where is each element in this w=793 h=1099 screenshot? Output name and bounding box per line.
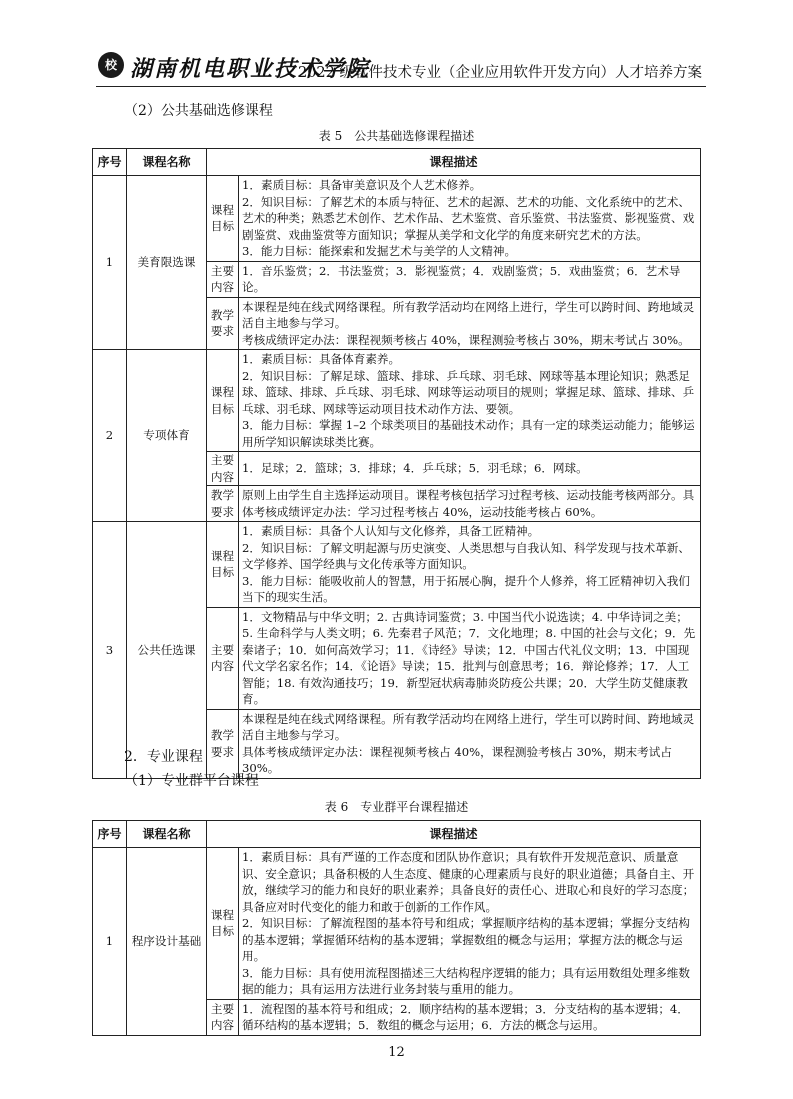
sub-label: 主要内容 — [207, 452, 239, 486]
sub-label: 课程目标 — [207, 350, 239, 452]
row-number: 1 — [93, 176, 127, 350]
header-name: 课程名称 — [127, 821, 207, 848]
table-row — [93, 176, 701, 262]
course-name: 美育限选课 — [127, 176, 207, 350]
sub-label: 主要内容 — [207, 999, 239, 1035]
table5 — [92, 148, 701, 779]
school-name: 湖南机电职业技术学院 — [130, 56, 371, 82]
course-name: 公共任选课 — [127, 522, 207, 779]
header-no: 序号 — [93, 821, 127, 848]
course-content: 1．文物精品与中华文明；2. 古典诗词鉴赏；3. 中国当代小说选读；4. 中华诗词之美；5. 生命科学与人类文明；6. 先秦君子风范；7．文化地理；8. 中国的社会与文化；9．先秦诸子；10．如何高效学习；11．《诗经》导读；12．中国古代礼仪文明；13．中国现代文学名家名作；14．《论语》导读；15．批判与创意思考；16．辩论修养；17．人工智能；18. 有效沟通技巧；19．新型冠状病毒肺炎防疫公共课；20．大学生防艾健康教育。 — [239, 607, 701, 709]
document-title: 2022 级软件技术专业（企业应用软件开发方向）人才培养方案 — [297, 65, 702, 81]
table6 — [92, 820, 701, 1036]
sub-label: 教学要求 — [207, 709, 239, 778]
table-header-row — [93, 149, 701, 176]
course-name: 专项体育 — [127, 350, 207, 522]
course-requirement: 原则上由学生自主选择运动项目。课程考核包括学习过程考核、运动技能考核两部分。具体考核成绩评定办法：学习过程考核占 40%，运动技能考核占 60%。 — [239, 486, 701, 522]
course-requirement: 本课程是纯在线式网络课程。所有教学活动均在网络上进行，学生可以跨时间、跨地域灵活自主地参与学习。 考核成绩评定办法：课程视频考核占 40%，课程测验考核占 30%，期末考试占 30%。 — [239, 297, 701, 350]
course-name: 程序设计基础 — [127, 848, 207, 1036]
course-requirement: 本课程是纯在线式网络课程。所有教学活动均在网络上进行，学生可以跨时间、跨地域灵活自主地参与学习。 具体考核成绩评定办法：课程视频考核占 40%，课程测验考核占 30%，期末考试占 30%。 — [239, 709, 701, 778]
header-name: 课程名称 — [127, 149, 207, 176]
school-emblem-icon: 校 — [98, 52, 124, 78]
course-content: 1．流程图的基本符号和组成；2．顺序结构的基本逻辑；3．分支结构的基本逻辑；4．循环结构的基本逻辑；5．数组的概念与运用；6．方法的概念与运用。 — [239, 999, 701, 1035]
sub-label: 课程目标 — [207, 848, 239, 1000]
header-desc: 课程描述 — [207, 821, 701, 848]
table-row — [93, 848, 701, 1000]
course-content: 1．足球；2．篮球；3．排球；4．乒乓球；5．羽毛球；6．网球。 — [239, 452, 701, 486]
course-goal: 1．素质目标：具备个人认知与文化修养，具备工匠精神。 2．知识目标：了解文明起源与历史演变、人类思想与自我认知、科学发现与技术革新、文学修养、国学经典与文化传承等方面知识。 3．能力目标：能吸收前人的智慧，用于拓展心胸，提升个人修养，将工匠精神切入我们当下的现实生活。 — [239, 522, 701, 608]
table-row — [93, 522, 701, 608]
page-number: 12 — [388, 1045, 405, 1060]
sub-label: 教学要求 — [207, 297, 239, 350]
table5-caption: 表 5 公共基础选修课程描述 — [318, 129, 475, 143]
table6-caption: 表 6 专业群平台课程描述 — [324, 800, 469, 814]
sub-label: 教学要求 — [207, 486, 239, 522]
header-desc: 课程描述 — [207, 149, 701, 176]
row-number: 1 — [93, 848, 127, 1036]
section-heading-public-elective: （2）公共基础选修课程 — [124, 103, 273, 119]
sub-label: 主要内容 — [207, 261, 239, 297]
row-number: 3 — [93, 522, 127, 779]
table-header-row — [93, 821, 701, 848]
course-goal: 1．素质目标：具备体育素养。 2．知识目标：了解足球、篮球、排球、乒乓球、羽毛球、网球等基本理论知识；熟悉足球、篮球、排球、乒乓球、羽毛球、网球等运动项目的规则；掌握足球、篮球、排球、乒乓球、羽毛球、网球等运动项目技术动作方法、要领。 3．能力目标：掌握 1–2 个球类项目的基础技术动作；具有一定的球类运动能力；能够运用所学知识解读球类比赛。 — [239, 350, 701, 452]
course-content: 1．音乐鉴赏；2．书法鉴赏；3．影视鉴赏；4．戏剧鉴赏；5．戏曲鉴赏；6．艺术导论。 — [239, 261, 701, 297]
sub-label: 课程目标 — [207, 176, 239, 262]
section-heading-platform: （1）专业群平台课程 — [124, 773, 259, 789]
course-goal: 1．素质目标：具备审美意识及个人艺术修养。 2．知识目标：了解艺术的本质与特征、艺术的起源、艺术的功能、文化系统中的艺术、艺术的种类；熟悉艺术创作、艺术作品、艺术鉴赏、音乐鉴赏、书法鉴赏、影视鉴赏、戏剧鉴赏、戏曲鉴赏等方面知识；掌握从美学和文化学的角度来研究艺术的方法。 3．能力目标：能探索和发掘艺术与美学的人文精神。 — [239, 176, 701, 262]
course-goal: 1．素质目标：具有严谨的工作态度和团队协作意识；具有软件开发规范意识、质量意识、安全意识；具备积极的人生态度、健康的心理素质与良好的职业道德；具备自主、开放，继续学习的能力和良好的职业素养；具备良好的责任心、进取心和良好的学习态度；具备应对时代变化的能力和敢于创新的工作作风。 2．知识目标：了解流程图的基本符号和组成；掌握顺序结构的基本逻辑；掌握分支结构的基本逻辑；掌握循环结构的基本逻辑；掌握数组的概念与运用；掌握方法的概念与运用。 3．能力目标：具有使用流程图描述三大结构程序逻辑的能力；具有运用数组处理多维数据的能力；具有运用方法进行业务封装与重用的能力。 — [239, 848, 701, 1000]
header-no: 序号 — [93, 149, 127, 176]
page-header — [96, 46, 706, 87]
section-heading-major: 2．专业课程 — [124, 749, 203, 765]
sub-label: 主要内容 — [207, 607, 239, 709]
row-number: 2 — [93, 350, 127, 522]
table-row — [93, 350, 701, 452]
sub-label: 课程目标 — [207, 522, 239, 608]
